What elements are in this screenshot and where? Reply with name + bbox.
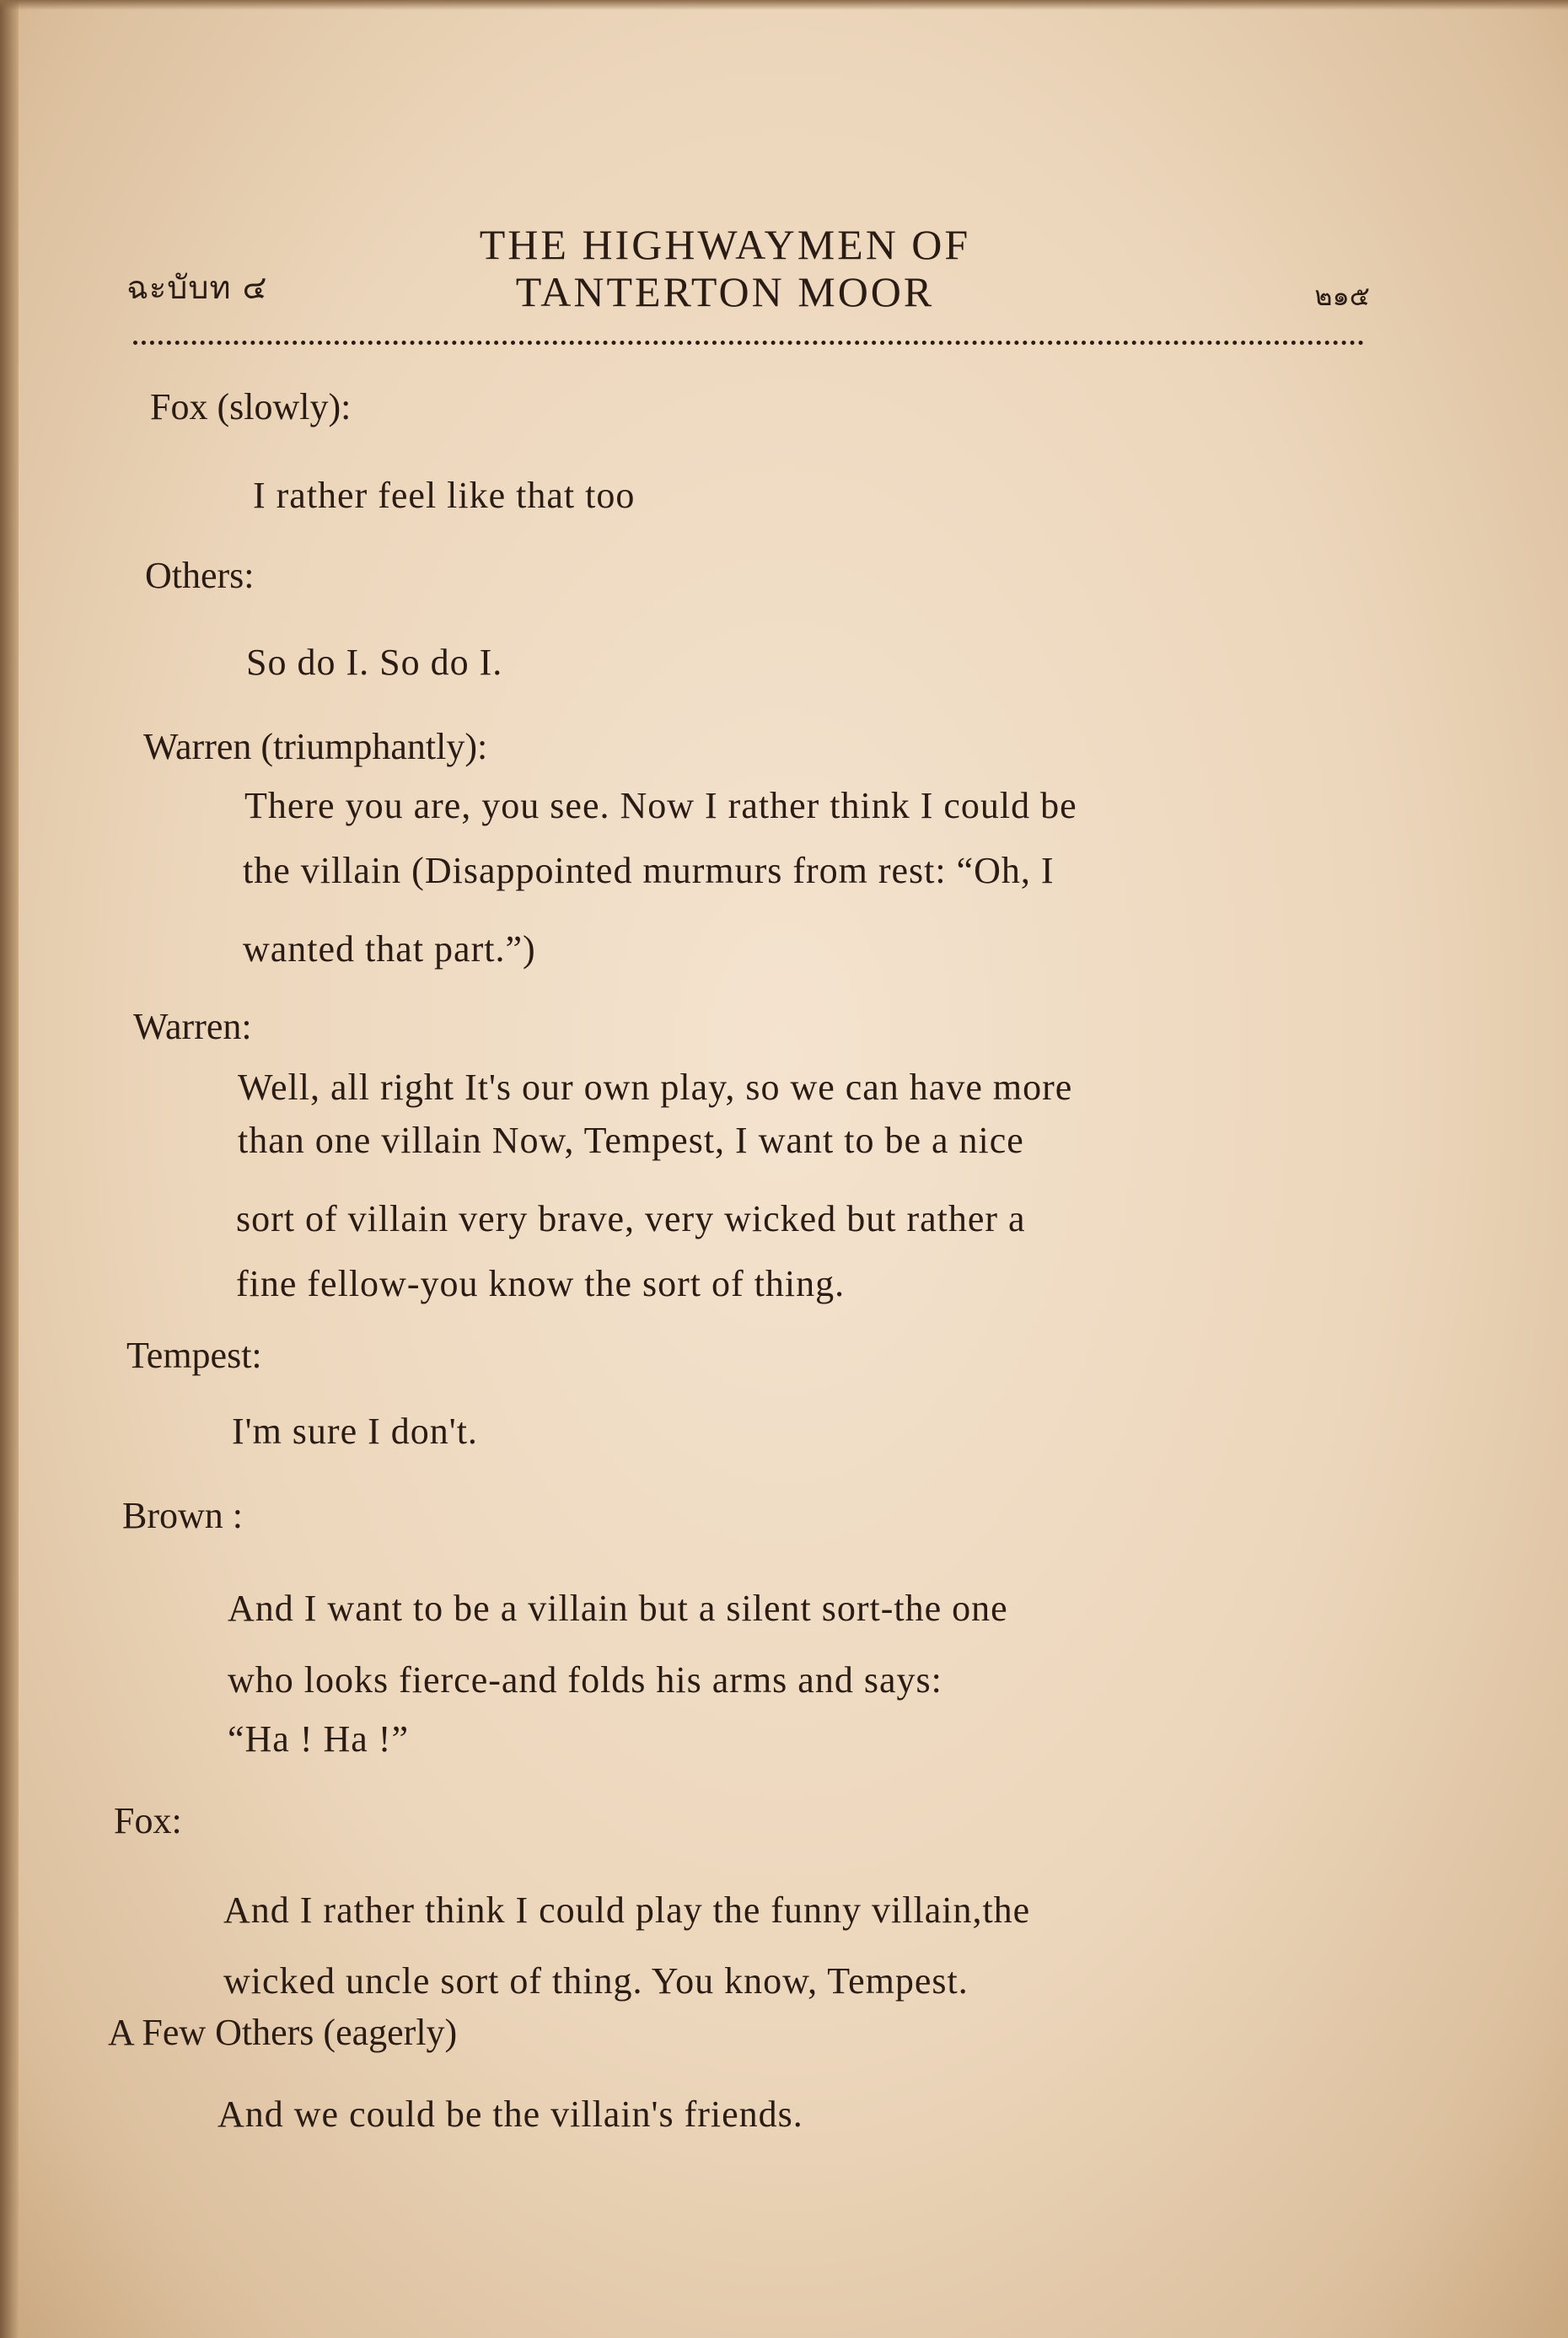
dialogue-line: I rather feel like that too — [253, 475, 636, 516]
dialogue-line: Well, all right It's our own play, so we can have more — [238, 1067, 1073, 1108]
dialogue-line: wicked uncle sort of thing. You know, Tempest. — [223, 1960, 969, 2002]
speaker-name: Fox: — [114, 1800, 182, 1841]
speaker-name: A Few Others (eagerly) — [108, 2012, 458, 2053]
header-title-line-2: TANTERTON MOOR — [515, 268, 935, 315]
dialogue-line: who looks fierce-and folds his arms and says: — [228, 1659, 942, 1701]
speaker-name: Others: — [145, 555, 255, 596]
dialogue-line: sort of villain very brave, very wicked but rather a — [236, 1198, 1026, 1239]
dialogue-line: And I rather think I could play the funny villain,the — [223, 1889, 1031, 1931]
dialogue-line: And I want to be a villain but a silent sort-the one — [228, 1588, 1008, 1629]
dialogue-line: fine fellow-you know the sort of thing. — [236, 1263, 846, 1304]
dialogue-line: I'm sure I don't. — [232, 1411, 478, 1452]
dialogue-line: “Ha ! Ha !” — [228, 1718, 409, 1760]
speaker-name: Brown : — [122, 1495, 243, 1536]
dialogue-line: wanted that part.”) — [243, 928, 536, 970]
dialogue-line: And we could be the villain's friends. — [217, 2093, 803, 2135]
dialogue-line: So do I. So do I. — [246, 642, 503, 683]
dialogue-line: the villain (Disappointed murmurs from rest: “Oh, I — [243, 850, 1055, 891]
speaker-name: Warren: — [133, 1006, 252, 1047]
page-number: ๒๑๕ — [1314, 280, 1370, 312]
speaker-name: Tempest: — [126, 1335, 262, 1376]
dialogue-line: There you are, you see. Now I rather think I could be — [244, 785, 1077, 826]
header-left-mark: ฉะบับท ๔ — [126, 269, 268, 306]
dialogue-line: than one villain Now, Tempest, I want to be a nice — [238, 1120, 1024, 1161]
speaker-name: Fox (slowly): — [150, 386, 352, 427]
header-title-line-1: THE HIGHWAYMEN OF — [479, 221, 971, 268]
speaker-name: Warren (triumphantly): — [143, 726, 488, 767]
